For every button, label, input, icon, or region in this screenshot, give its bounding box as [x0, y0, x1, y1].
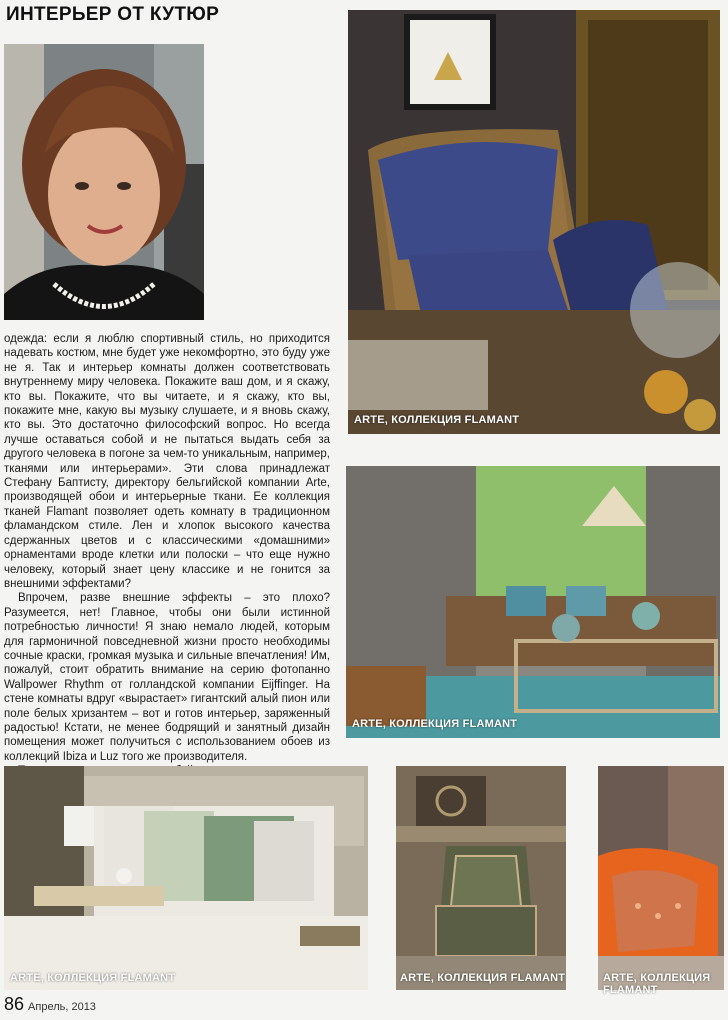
caption-bottom-right: ARTE, КОЛЛЕКЦИЯ FLAMANT	[603, 972, 711, 996]
section-title: ИНТЕРЬЕР ОТ КУТЮР	[6, 4, 220, 25]
photo-bottom-left	[4, 766, 368, 990]
issue-date: Апрель, 2013	[28, 1001, 96, 1013]
photo-bottom-middle	[396, 766, 566, 990]
article-paragraph: одежда: если я люблю спортивный стиль, но приходится надевать костюм, мне будет уже некомфортно, это буду уже не я. Так и интерьер комнаты должен соответствовать внутреннему миру человека. Покажите ваш дом, и я скажу, кто вы. Покажите, что вы читаете, и я скажу, кто вы, покажите мне, какую вы музыку слушаете, и я вновь скажу, кто вы. Это достаточно философский вопрос. Но всегда лучше оставаться собой и не пытаться выдать себя за другого человека в погоне за чем-то уникальным, например, тканями или интерьерами». Эти слова принадлежат Стефану Баптисту, директору бельгийской компании Arte, производящей обои и интерьерные ткани. Ее коллекция тканей Flamant позволяет одеть комнату в традиционном фламандском стиле. Лен и хлопок высокого качества сдержанных цветов и с классическими «домашними» орнаментами вроде клетки или полоски – что еще нужно человеку, который знает цену классике и не гонится за внешними эффектами?	[4, 333, 330, 590]
photo-middle-right	[346, 466, 720, 738]
article-paragraph: Впрочем, разве внешние эффекты – это плохо? Разумеется, нет! Главное, чтобы они были истинной потребностью личности! Я знаю немало людей, которым для гармоничной повседневной жизни просто необходимы сочные краски, громкая музыка и сильные впечатления! Им, пожалуй, стоит обратить внимание на серию фотопанно Wallpower Rhythm от голландской компании Eijffinger. На стене комнаты вдруг «вырастает» гигантский алый пион или поле белых хризантем – вот и готов интерьер, заряженный радостью! Кстати, не менее бодрящий и занятный дизайн помещения может получиться с использованием обоев из коллекций Ibiza и Luz того же производителя.	[4, 592, 330, 763]
caption-middle-right: ARTE, КОЛЛЕКЦИЯ FLAMANT	[352, 718, 518, 730]
page-footer	[4, 994, 96, 1015]
photo-top-right	[348, 10, 720, 434]
caption-bottom-left: ARTE, КОЛЛЕКЦИЯ FLAMANT	[10, 972, 176, 984]
page-number: 86	[4, 994, 25, 1014]
caption-bottom-middle: ARTE, КОЛЛЕКЦИЯ FLAMANT	[400, 972, 566, 984]
caption-top-right: ARTE, КОЛЛЕКЦИЯ FLAMANT	[354, 414, 520, 426]
article-body	[4, 332, 330, 822]
photo-bottom-right	[598, 766, 724, 990]
portrait-photo	[4, 44, 204, 320]
